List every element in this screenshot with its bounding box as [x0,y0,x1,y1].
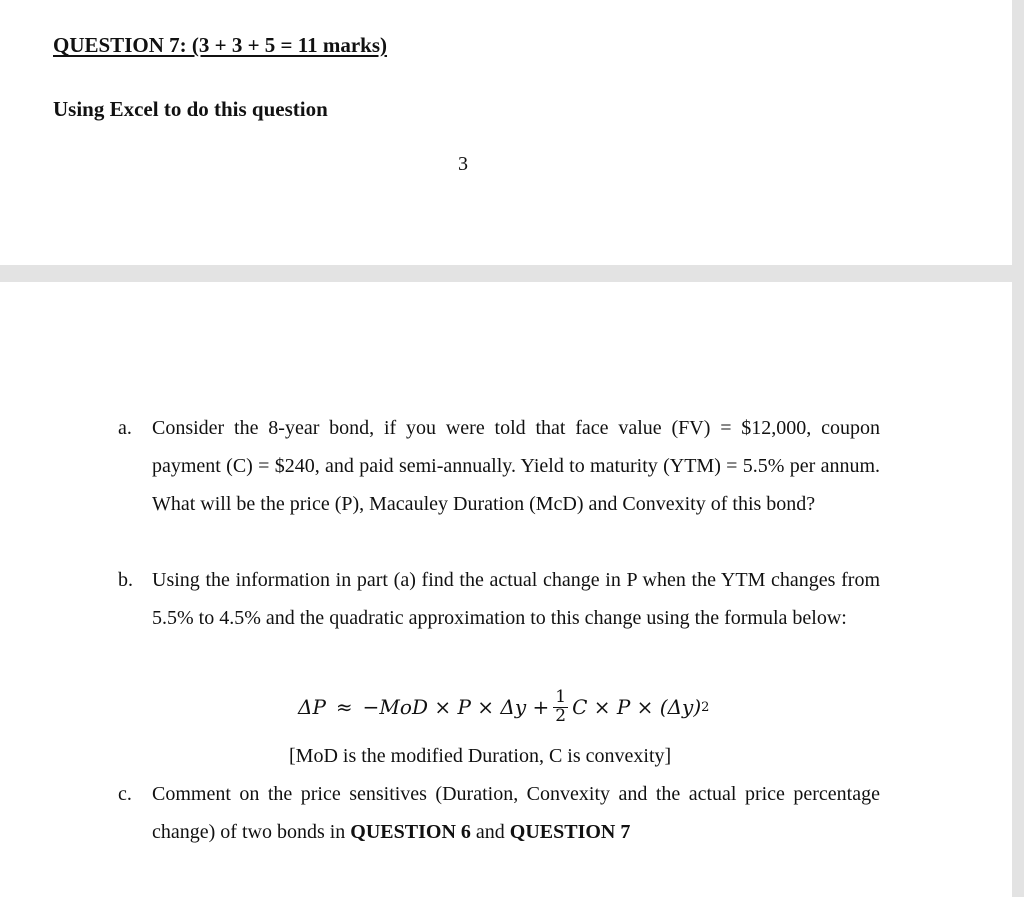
formula-note: [MoD is the modified Duration, C is convexity] [289,745,672,767]
formula-fraction [553,686,568,726]
part-c-text [152,775,880,851]
instruction-text: Using Excel to do this question [53,97,328,121]
part-b-marker: b. [118,569,133,591]
formula-approx: ≈ [335,695,353,719]
fraction-numerator: 1 [555,686,567,707]
part-a-marker: a. [118,417,132,439]
formula-lhs: ΔP [298,695,326,719]
formula-term2: C × P × (Δy) [572,695,702,719]
fraction-denominator: 2 [555,705,567,726]
page-top [0,0,1012,265]
part-c-bold-question6: QUESTION 6 [350,821,471,843]
page-bottom [0,282,1012,897]
part-b-text: Using the information in part (a) find the actual change in P when the YTM changes from 5.5% to 4.5% and the quadratic approximation to this change using the formula below: [152,569,880,629]
part-c-marker: c. [118,783,132,805]
formula-exponent: 2 [701,699,710,715]
part-a-text: Consider the 8-year bond, if you were told that face value (FV) = $12,000, coupon payment (C) = $240, and paid semi-annually. Yield to maturity (YTM) = 5.5% per annum. What will be the price (P), Macauley Duration (McD) and Convexity of this bond? [152,417,880,515]
part-c-text-mid: and [470,821,510,843]
question-title: QUESTION 7: (3 + 3 + 5 = 11 marks) [53,33,388,57]
formula-term1: −MoD × P × Δy + [362,695,550,719]
page-number: 3 [458,153,468,175]
quadratic-approximation-formula [298,682,709,732]
part-c-bold-question7: QUESTION 7 [509,821,631,843]
part-c-text-before: Comment on the price sensitives (Duration, Convexity and the actual price percentage change) of two bonds in [152,783,880,843]
